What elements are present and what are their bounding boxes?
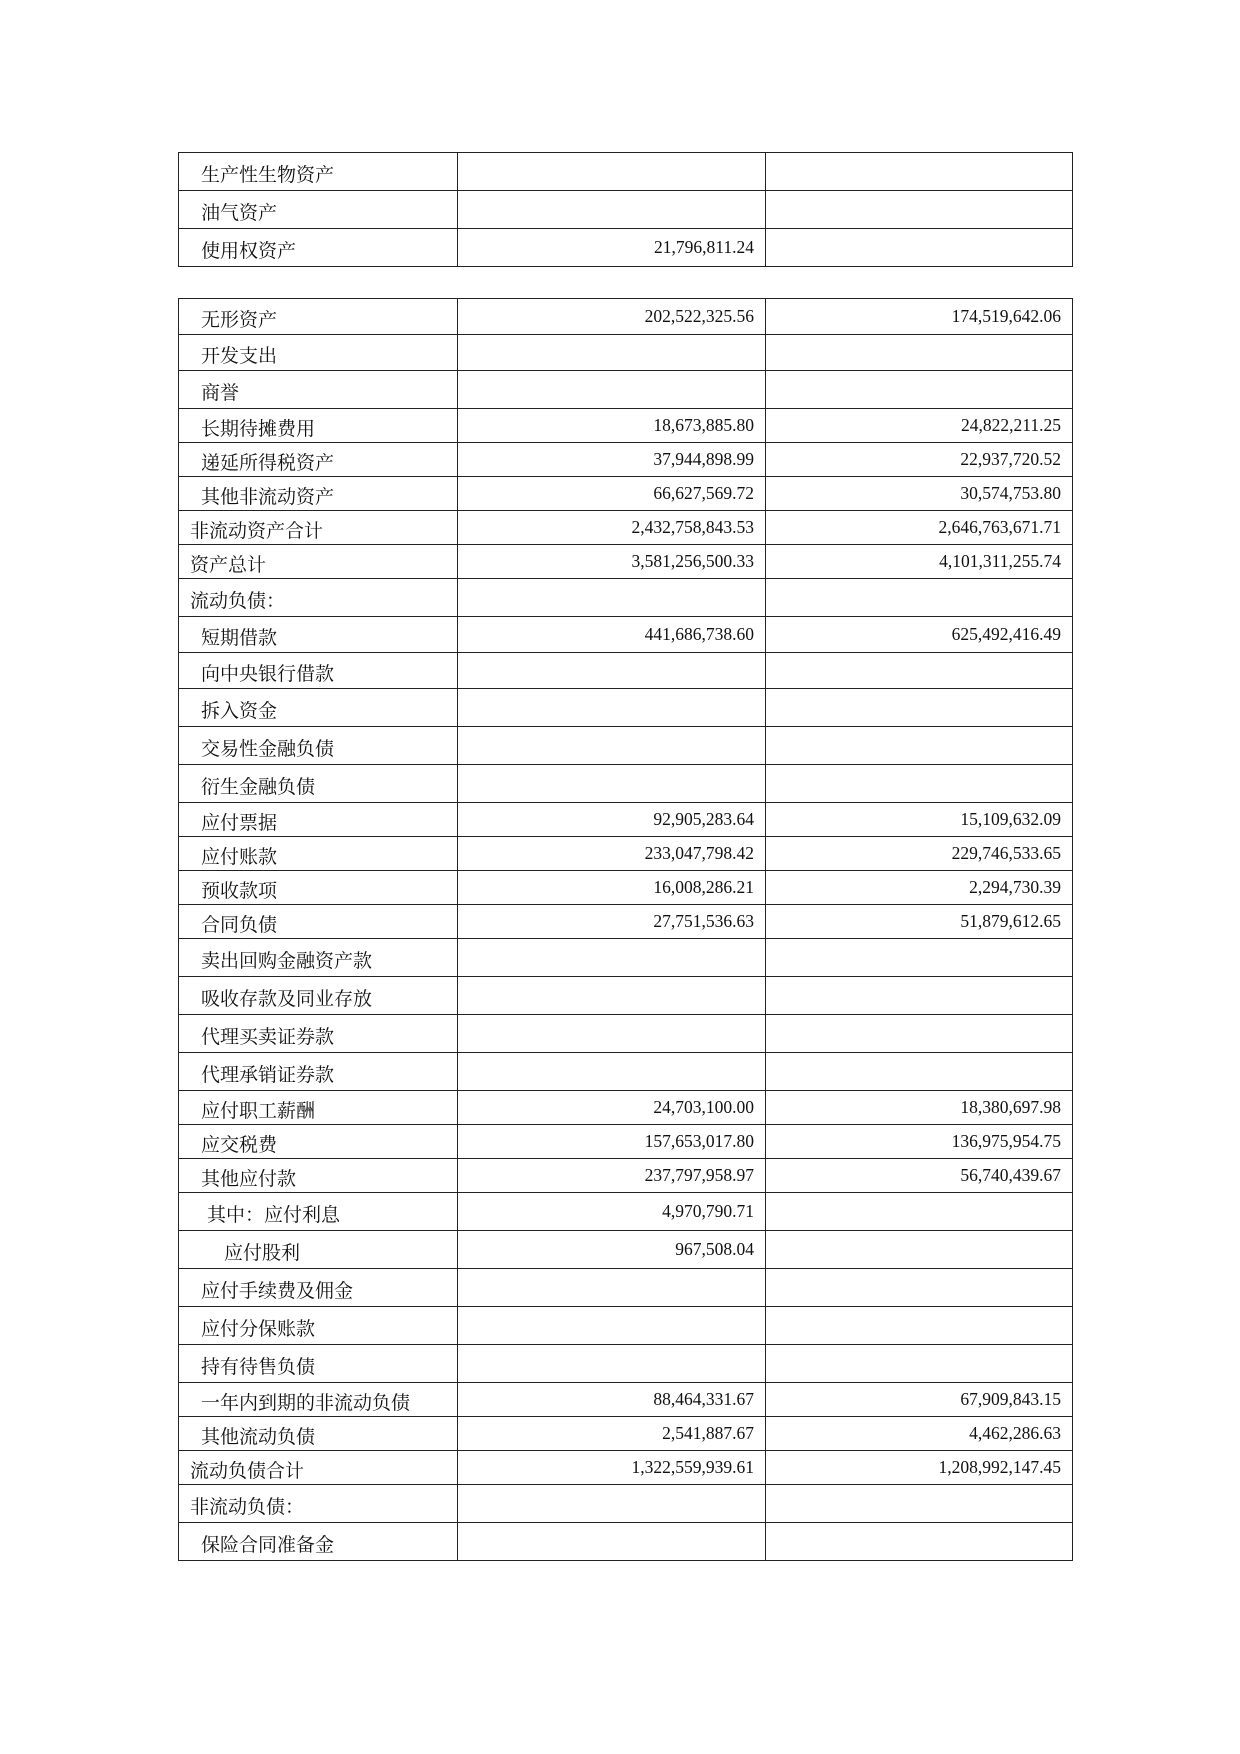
row-label: 其中：应付利息 (179, 1193, 458, 1231)
row-label: 代理承销证券款 (179, 1053, 458, 1091)
table-row (179, 511, 1073, 545)
previous-period-value (766, 1015, 1073, 1053)
row-label: 非流动资产合计 (179, 511, 458, 545)
balance-sheet-table-main (178, 298, 1073, 1561)
row-label: 其他非流动资产 (179, 477, 458, 511)
row-label: 保险合同准备金 (179, 1523, 458, 1561)
current-period-value: 202,522,325.56 (458, 299, 766, 335)
current-period-value (458, 653, 766, 689)
previous-period-value: 229,746,533.65 (766, 837, 1073, 871)
previous-period-value: 2,646,763,671.71 (766, 511, 1073, 545)
row-label: 吸收存款及同业存放 (179, 977, 458, 1015)
row-label: 预收款项 (179, 871, 458, 905)
previous-period-value (766, 1485, 1073, 1523)
row-label: 开发支出 (179, 335, 458, 371)
previous-period-value (766, 727, 1073, 765)
row-label: 非流动负债： (179, 1485, 458, 1523)
previous-period-value (766, 153, 1073, 191)
row-label: 油气资产 (179, 191, 458, 229)
table-row (179, 1383, 1073, 1417)
table-row (179, 1269, 1073, 1307)
table-row (179, 977, 1073, 1015)
previous-period-value: 51,879,612.65 (766, 905, 1073, 939)
current-period-value (458, 335, 766, 371)
previous-period-value (766, 765, 1073, 803)
current-period-value (458, 1269, 766, 1307)
previous-period-value (766, 1307, 1073, 1345)
table-row (179, 617, 1073, 653)
table-row (179, 837, 1073, 871)
previous-period-value: 22,937,720.52 (766, 443, 1073, 477)
row-label: 应付股利 (179, 1231, 458, 1269)
row-label: 生产性生物资产 (179, 153, 458, 191)
table-row (179, 191, 1073, 229)
previous-period-value (766, 1345, 1073, 1383)
previous-period-value (766, 229, 1073, 267)
current-period-value: 967,508.04 (458, 1231, 766, 1269)
table-row (179, 939, 1073, 977)
current-period-value (458, 1015, 766, 1053)
row-label: 应付职工薪酬 (179, 1091, 458, 1125)
previous-period-value: 15,109,632.09 (766, 803, 1073, 837)
current-period-value (458, 939, 766, 977)
table-row (179, 1523, 1073, 1561)
current-period-value (458, 1345, 766, 1383)
row-label: 向中央银行借款 (179, 653, 458, 689)
row-label: 一年内到期的非流动负债 (179, 1383, 458, 1417)
table-row (179, 1345, 1073, 1383)
current-period-value (458, 765, 766, 803)
previous-period-value (766, 579, 1073, 617)
current-period-value: 16,008,286.21 (458, 871, 766, 905)
previous-period-value: 24,822,211.25 (766, 409, 1073, 443)
current-period-value (458, 727, 766, 765)
previous-period-value: 1,208,992,147.45 (766, 1451, 1073, 1485)
previous-period-value: 136,975,954.75 (766, 1125, 1073, 1159)
previous-period-value (766, 977, 1073, 1015)
current-period-value (458, 689, 766, 727)
table-row (179, 371, 1073, 409)
table-row (179, 153, 1073, 191)
table-row (179, 653, 1073, 689)
previous-period-value (766, 1053, 1073, 1091)
previous-period-value (766, 335, 1073, 371)
row-label: 应付分保账款 (179, 1307, 458, 1345)
table-row (179, 1159, 1073, 1193)
row-label: 持有待售负债 (179, 1345, 458, 1383)
table-row (179, 443, 1073, 477)
current-period-value: 88,464,331.67 (458, 1383, 766, 1417)
previous-period-value: 18,380,697.98 (766, 1091, 1073, 1125)
current-period-value: 66,627,569.72 (458, 477, 766, 511)
row-label: 拆入资金 (179, 689, 458, 727)
previous-period-value (766, 653, 1073, 689)
table-row (179, 579, 1073, 617)
row-label: 使用权资产 (179, 229, 458, 267)
row-label: 应付手续费及佣金 (179, 1269, 458, 1307)
table-row (179, 1053, 1073, 1091)
current-period-value: 2,432,758,843.53 (458, 511, 766, 545)
table-row (179, 477, 1073, 511)
row-label: 长期待摊费用 (179, 409, 458, 443)
current-period-value: 2,541,887.67 (458, 1417, 766, 1451)
table-row (179, 1417, 1073, 1451)
previous-period-value: 2,294,730.39 (766, 871, 1073, 905)
row-label: 资产总计 (179, 545, 458, 579)
row-label: 应付账款 (179, 837, 458, 871)
current-period-value: 157,653,017.80 (458, 1125, 766, 1159)
table-row (179, 1015, 1073, 1053)
previous-period-value (766, 939, 1073, 977)
previous-period-value (766, 191, 1073, 229)
previous-period-value (766, 689, 1073, 727)
current-period-value: 92,905,283.64 (458, 803, 766, 837)
current-period-value: 1,322,559,939.61 (458, 1451, 766, 1485)
previous-period-value: 56,740,439.67 (766, 1159, 1073, 1193)
row-label: 卖出回购金融资产款 (179, 939, 458, 977)
table-row (179, 1125, 1073, 1159)
current-period-value: 21,796,811.24 (458, 229, 766, 267)
current-period-value (458, 1307, 766, 1345)
current-period-value (458, 153, 766, 191)
row-label: 其他应付款 (179, 1159, 458, 1193)
table-row (179, 1091, 1073, 1125)
current-period-value: 3,581,256,500.33 (458, 545, 766, 579)
row-label: 交易性金融负债 (179, 727, 458, 765)
row-label: 应付票据 (179, 803, 458, 837)
row-label: 短期借款 (179, 617, 458, 653)
row-label: 应交税费 (179, 1125, 458, 1159)
table-row (179, 299, 1073, 335)
previous-period-value: 4,101,311,255.74 (766, 545, 1073, 579)
previous-period-value (766, 1231, 1073, 1269)
row-label: 衍生金融负债 (179, 765, 458, 803)
table-row (179, 335, 1073, 371)
current-period-value (458, 1485, 766, 1523)
row-label: 其他流动负债 (179, 1417, 458, 1451)
current-period-value (458, 579, 766, 617)
row-label: 商誉 (179, 371, 458, 409)
table-row (179, 689, 1073, 727)
table-row (179, 765, 1073, 803)
table-row (179, 727, 1073, 765)
row-label: 流动负债： (179, 579, 458, 617)
row-label: 递延所得税资产 (179, 443, 458, 477)
previous-period-value (766, 1523, 1073, 1561)
table-row (179, 229, 1073, 267)
previous-period-value: 4,462,286.63 (766, 1417, 1073, 1451)
row-label: 合同负债 (179, 905, 458, 939)
table-row (179, 905, 1073, 939)
current-period-value: 237,797,958.97 (458, 1159, 766, 1193)
previous-period-value: 30,574,753.80 (766, 477, 1073, 511)
current-period-value: 441,686,738.60 (458, 617, 766, 653)
current-period-value: 4,970,790.71 (458, 1193, 766, 1231)
current-period-value (458, 371, 766, 409)
balance-sheet-table-top (178, 152, 1073, 267)
table-row (179, 545, 1073, 579)
current-period-value: 27,751,536.63 (458, 905, 766, 939)
current-period-value: 37,944,898.99 (458, 443, 766, 477)
current-period-value (458, 1523, 766, 1561)
row-label: 流动负债合计 (179, 1451, 458, 1485)
row-label: 无形资产 (179, 299, 458, 335)
previous-period-value: 174,519,642.06 (766, 299, 1073, 335)
table-row (179, 409, 1073, 443)
table-row (179, 1193, 1073, 1231)
previous-period-value: 67,909,843.15 (766, 1383, 1073, 1417)
table-row (179, 871, 1073, 905)
table-row (179, 1231, 1073, 1269)
table-row (179, 1485, 1073, 1523)
current-period-value (458, 1053, 766, 1091)
previous-period-value: 625,492,416.49 (766, 617, 1073, 653)
previous-period-value (766, 371, 1073, 409)
current-period-value: 18,673,885.80 (458, 409, 766, 443)
current-period-value (458, 191, 766, 229)
table-row (179, 1451, 1073, 1485)
table-row (179, 1307, 1073, 1345)
previous-period-value (766, 1193, 1073, 1231)
current-period-value: 233,047,798.42 (458, 837, 766, 871)
table-row (179, 803, 1073, 837)
previous-period-value (766, 1269, 1073, 1307)
current-period-value (458, 977, 766, 1015)
current-period-value: 24,703,100.00 (458, 1091, 766, 1125)
row-label: 代理买卖证券款 (179, 1015, 458, 1053)
